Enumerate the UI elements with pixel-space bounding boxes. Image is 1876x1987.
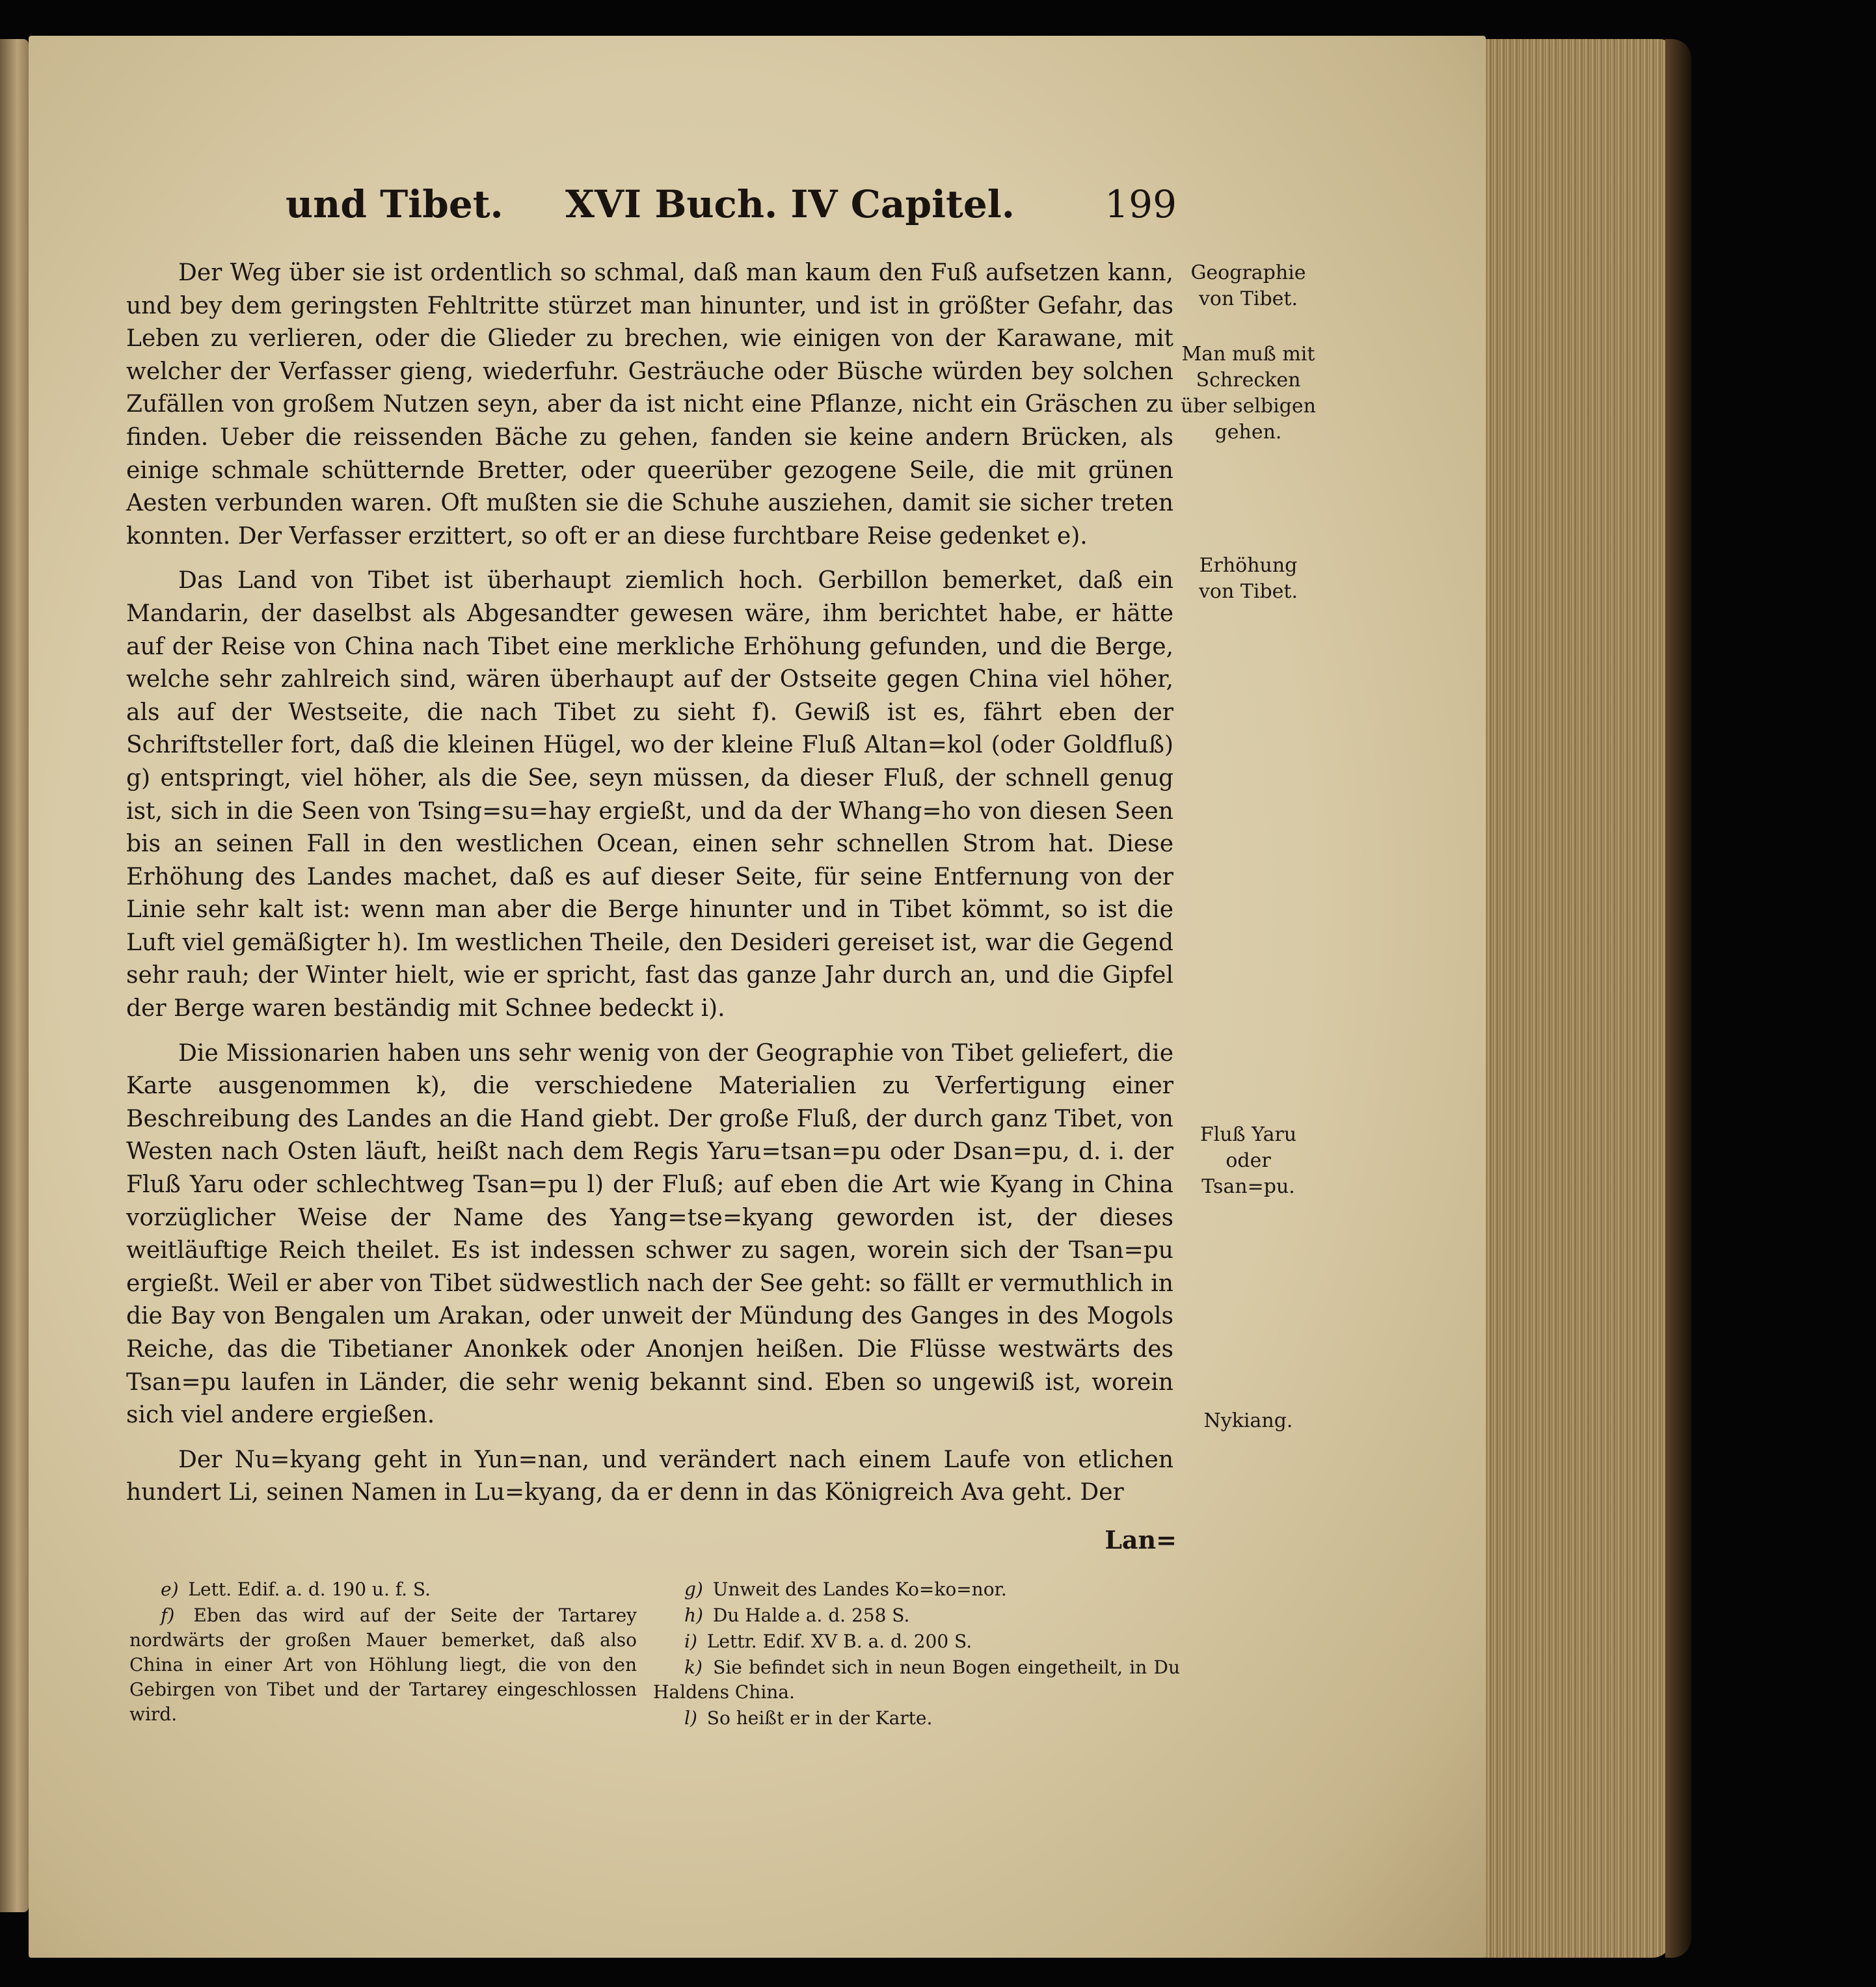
footnote-text: Sie befindet sich in neun Bogen eingetheilt, in Du Haldens China. [653,1657,1180,1703]
margin-note-erhoehung: Erhöhung von Tibet. [1198,554,1298,603]
running-head-left: und Tibet. [286,182,503,226]
margin-note-geographie: Geographie von Tibet. [1190,261,1306,310]
previous-page-edge [0,39,29,1912]
margin-note-nykiang: Nykiang. [1203,1409,1293,1432]
footnote-mark: k) [684,1657,703,1678]
footnote-mark: l) [684,1707,697,1729]
catchword: Lan= [1105,1525,1177,1554]
footnote-text: Eben das wird auf der Seite der Tartarey nordwärts der großen Mauer bemerket, daß also China in einer Art von Höhlung liegt, die von den Gebirgen von Tibet und der Tartarey eingeschlossen wird. [129,1605,637,1725]
running-head-middle: XVI Buch. IV Capitel. [565,182,1015,226]
footnote-separator [129,1564,1177,1566]
footnote [653,1603,1180,1628]
paragraph-3: Die Missionarien haben uns sehr wenig von der Geographie von Tibet geliefert, die Karte ausgenommen k), die verschiedene Materialien zu Verfertigung einer Beschreibung des Landes an die Hand giebt. Der große Fluß, der durch ganz Tibet, von Westen nach Osten läuft, heißt nach dem Regis Yaru=tsan=pu oder Dsan=pu, d. i. der Fluß Yaru oder schlechtweg Tsan=pu l) der Fluß; auf eben die Art wie Kyang in China vorzüglicher Weise der Name des Yang=tse=kyang geworden ist, der dieses weitläuftige Reich theilet. Es ist indessen schwer zu sagen, worein sich der Tsan=pu ergießt. Weil er aber von Tibet südwestlich nach der See geht: so fällt er vermuthlich in die Bay von Bengalen um Arakan, oder unweit der Mündung des Ganges in des Mogols Reiche, das die Tibetianer Anonkek oder Anonjen heißen. Die Flüsse westwärts des Tsan=pu laufen in Länder, die sehr wenig bekannt sind. Eben so ungewiß ist, worein sich viel andere ergießen. [126,1039,1173,1429]
book-fore-edge [1470,39,1672,1958]
footnote-text: Lettr. Edif. XV B. a. d. 200 S. [706,1631,972,1652]
main-text [126,257,1173,1521]
footnote-text: Lett. Edif. a. d. 190 u. f. S. [188,1579,431,1600]
footnote [653,1655,1180,1705]
footnote [653,1706,1180,1731]
page-number: 199 [1105,182,1177,226]
footnotes-left-column [129,1577,637,1728]
paragraph-2: Das Land von Tibet ist überhaupt ziemlich hoch. Gerbillon bemerket, daß ein Mandarin, der daselbst als Abgesandter gewesen wäre, ihm berichtet habe, er hätte auf der Reise von China nach Tibet eine merkliche Erhöhung gefunden, und die Berge, welche sehr zahlreich sind, wären überhaupt auf der Ostseite gegen China viel höher, als auf der Westseite, die nach Tibet zu sieht f). Gewiß ist es, fährt eben der Schriftsteller fort, daß die kleinen Hügel, wo der kleine Fluß Altan=kol (oder Goldfluß) g) entspringt, viel höher, als die See, seyn müssen, da dieser Fluß, der schnell genug ist, sich in die Seen von Tsing=su=hay ergießt, und da der Whang=ho von diesen Seen bis an seinen Fall in den westlichen Ocean, einen sehr schnellen Strom hat. Diese Erhöhung des Landes machet, daß es auf dieser Seite, für seine Entfernung von der Linie sehr kalt ist: wenn man aber die Berge hinunter und in Tibet kömmt, so ist die Luft viel gemäßigter h). Im westlichen Theile, den Desideri gereiset ist, war die Gegend sehr rauh; der Winter hielt, wie er spricht, fast das ganze Jahr durch an, und die Gipfel der Berge waren beständig mit Schnee bedeckt i). [126,567,1173,1022]
footnote-mark: i) [684,1631,697,1652]
footnote-mark: f) [161,1605,175,1626]
running-head [286,163,1177,234]
margin-note-schrecken: Man muß mit Schrecken über selbigen gehen. [1181,343,1316,444]
paragraph-1: Der Weg über sie ist ordentlich so schmal, daß man kaum den Fuß aufsetzen kann, und bey dem geringsten Fehltritte stürzet man hinunter, und ist in größter Gefahr, das Leben zu verlieren, oder die Glieder zu brechen, wie einigen von der Karawane, mit welcher der Verfasser gieng, wiederfuhr. Gesträuche oder Büsche würden bey solchen Zufällen von großem Nutzen seyn, aber da ist nicht eine Pflanze, nicht ein Gräschen zu finden. Ueber die reissenden Bäche zu gehen, fanden sie keine andern Brücken, als einige schmale schütternde Bretter, oder queerüber gezogene Seile, die mit grünen Aesten verbunden waren. Oft mußten sie die Schuhe ausziehen, damit sie sicher treten konnten. Der Verfasser erzittert, so oft er an diese furchtbare Reise gedenket e). [126,260,1173,550]
footnote-text: Unweit des Landes Ko=ko=nor. [712,1579,1007,1600]
footnote-text: Du Halde a. d. 258 S. [712,1605,910,1626]
footnote-text: So heißt er in der Karte. [706,1707,933,1729]
footnote-mark: h) [684,1605,703,1626]
footnote [129,1603,637,1727]
paragraph-4: Der Nu=kyang geht in Yun=nan, und verändert nach einem Laufe von etlichen hundert Li, seinen Namen in Lu=kyang, da er denn in das Königreich Ava geht. Der [126,1446,1173,1506]
footnote [653,1629,1180,1654]
book-edge-shadow [1665,39,1691,1958]
margin-note-fluss-yaru: Fluß Yaru oder Tsan=pu. [1199,1123,1297,1198]
footnote-mark: g) [684,1579,703,1600]
footnote-mark: e) [161,1579,179,1600]
book-page [29,36,1486,1958]
footnote [129,1577,637,1602]
footnote [653,1577,1180,1602]
footnotes-right-column [653,1577,1180,1732]
